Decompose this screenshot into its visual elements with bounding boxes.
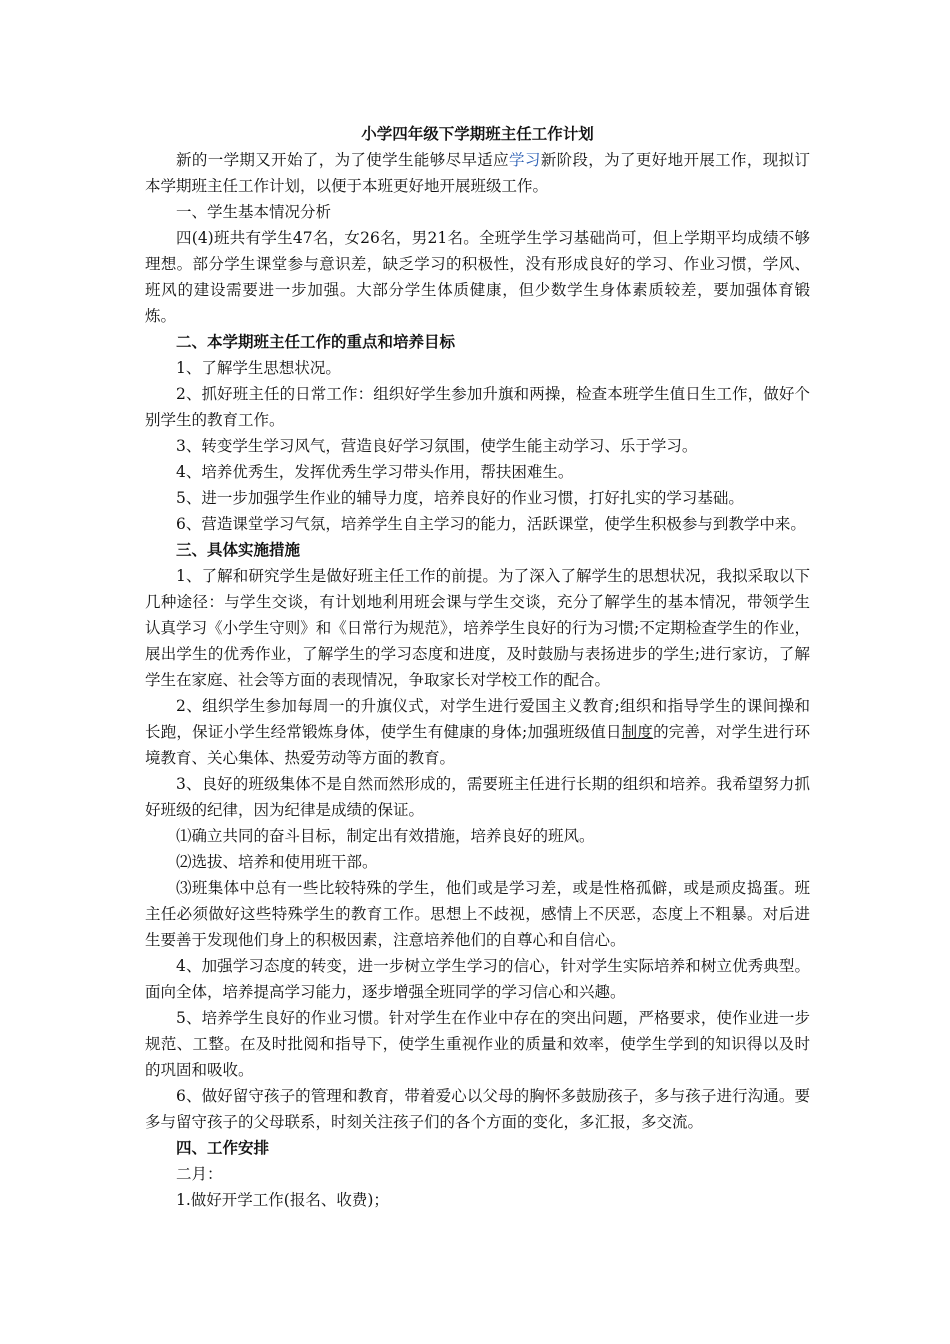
section1-body: 四(4)班共有学生47名，女26名，男21名。全班学生学习基础尚可，但上学期平均成绩不够理想。部分学生课堂参与意识差，缺乏学习的积极性，没有形成良好的学习、作业习惯，学风、班风的建设需要进一步加强。大部分学生体质健康，但少数学生身体素质较差，要加强体育锻炼。 [145, 229, 810, 325]
section4-month: 二月： [176, 1165, 223, 1183]
section3-item3: 3、良好的班级集体不是自然而然形成的，需要班主任进行长期的组织和培养。我希望努力抓好班级的纪律，因为纪律是成绩的保证。 [145, 775, 810, 819]
section3-subitem2: ⑵选拔、培养和使用班干部。 [176, 853, 378, 871]
section3-item2-start: 2、组织学生参加每周一的升旗仪式，对学生进行爱国主义教育;组织和指导学生的课间操和长跑，保证小学生经常锻炼身体，使学生有健康的身体;加强班级值日 [145, 697, 810, 741]
section3-item5: 5、培养学生良好的作业习惯。针对学生在作业中存在的突出问题，严格要求，使作业进一步规范、工整。在及时批阅和指导下，使学生重视作业的质量和效率，使学生学到的知识得以及时的巩固和吸收。 [145, 1009, 810, 1079]
section3-item4: 4、加强学习态度的转变，进一步树立学生学习的信心，针对学生实际培养和树立优秀典型。面向全体，培养提高学习能力，逐步增强全班同学的学习信心和兴趣。 [145, 957, 810, 1001]
document-body [145, 121, 810, 1213]
system-link[interactable]: 制度 [621, 723, 654, 741]
intro-paragraph [145, 147, 810, 199]
section3-item2-end: 的完善，对学生进行环境教育、关心集体、热爱劳动等方面的教育。 [145, 723, 810, 767]
section3-subitem3: ⑶班集体中总有一些比较特殊的学生，他们或是学习差，或是性格孤僻，或是顽皮捣蛋。班主任必须做好这些特殊学生的教育工作。思想上不歧视，感情上不厌恶，态度上不粗暴。对后进生要善于发现他们身上的积极因素，注意培养他们的自尊心和自信心。 [145, 879, 810, 949]
intro-text-end: 新阶段，为了更好地开展工作，现拟订本学期班主任工作计划，以便于本班更好地开展班级工作。 [145, 151, 810, 195]
section3-item6: 6、做好留守孩子的管理和教育，带着爱心以父母的胸怀多鼓励孩子，多与孩子进行沟通。要多与留守孩子的父母联系，时刻关注孩子们的各个方面的变化，多汇报，多交流。 [145, 1087, 810, 1131]
intro-text-start: 新的一学期又开始了，为了使学生能够尽早适应 [176, 151, 510, 169]
section2-item: 4、培养优秀生，发挥优秀生学习带头作用，帮扶困难生。 [176, 463, 574, 481]
section4-item1: 1.做好开学工作(报名、收费)； [176, 1191, 389, 1209]
document-title: 小学四年级下学期班主任工作计划 [361, 125, 594, 143]
section3-item1: 1、了解和研究学生是做好班主任工作的前提。为了深入了解学生的思想状况，我拟采取以下几种途径：与学生交谈，有计划地利用班会课与学生交谈，充分了解学生的基本情况，带领学生认真学习《小学生守则》和《日常行为规范》，培养学生良好的行为习惯;不定期检查学生的作业，展出学生的优秀作业，了解学生的学习态度和进度，及时鼓励与表扬进步的学生;进行家访，了解学生在家庭、社会等方面的表现情况，争取家长对学校工作的配合。 [145, 567, 810, 689]
study-link[interactable]: 学习 [509, 151, 541, 169]
section3-heading: 三、具体实施措施 [176, 541, 301, 559]
section2-item: 1、了解学生思想状况。 [176, 359, 341, 377]
section2-item: 6、营造课堂学习气氛，培养学生自主学习的能力，活跃课堂，使学生积极参与到教学中来。 [176, 515, 806, 533]
section1-heading: 一、学生基本情况分析 [176, 203, 332, 221]
section2-item: 2、抓好班主任的日常工作：组织好学生参加升旗和两操，检查本班学生值日生工作，做好个别学生的教育工作。 [145, 385, 810, 429]
section2-item: 3、转变学生学习风气，营造良好学习氛围，使学生能主动学习、乐于学习。 [176, 437, 698, 455]
section4-heading: 四、工作安排 [176, 1139, 270, 1157]
section3-subitem1: ⑴确立共同的奋斗目标，制定出有效措施，培养良好的班风。 [176, 827, 595, 845]
section3-item2 [145, 693, 810, 771]
section2-item: 5、进一步加强学生作业的辅导力度，培养良好的作业习惯，打好扎实的学习基础。 [176, 489, 744, 507]
section2-heading: 二、本学期班主任工作的重点和培养目标 [176, 333, 456, 351]
